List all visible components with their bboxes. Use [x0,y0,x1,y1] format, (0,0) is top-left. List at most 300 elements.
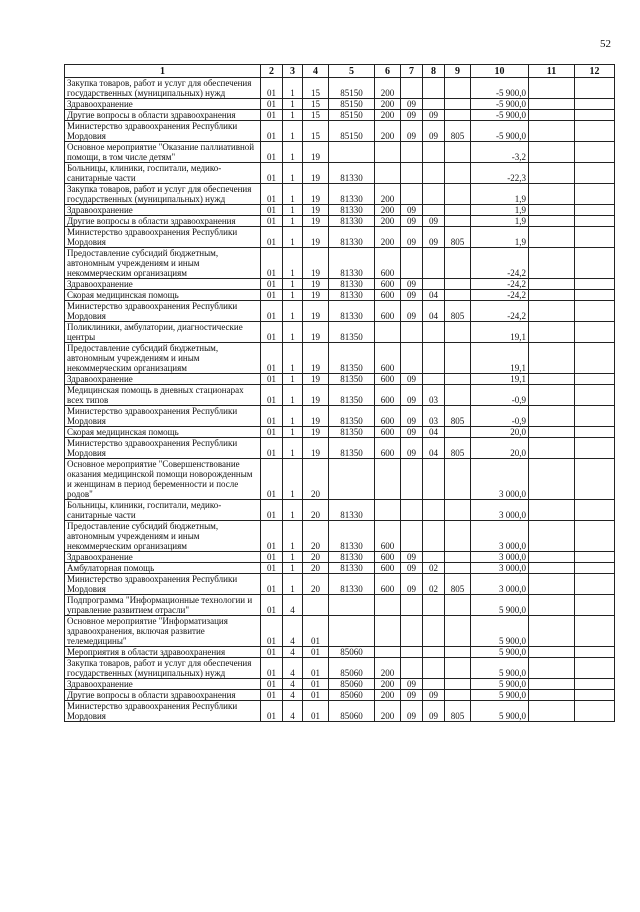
table-cell: 01 [261,679,283,690]
table-cell: 1 [283,459,303,500]
table-cell [445,459,471,500]
table-cell [445,343,471,374]
table-cell [423,658,445,679]
table-cell [445,142,471,163]
table-cell: 01 [261,552,283,563]
table-cell [423,78,445,99]
table-cell: 3 000,0 [471,552,529,563]
table-cell: 1 [283,279,303,290]
table-cell: 19 [303,163,329,184]
table-cell [445,521,471,552]
table-cell: 01 [261,385,283,406]
table-cell [445,205,471,216]
table-cell [529,574,575,595]
table-cell: 01 [261,595,283,616]
table-cell: 1 [283,227,303,248]
table-cell: 01 [261,574,283,595]
row-name-cell: Подпрограмма "Информационные технологии и управление развитием отрасли" [65,595,261,616]
table-cell [575,552,615,563]
table-cell [529,374,575,385]
table-cell [375,595,401,616]
table-cell: 09 [423,121,445,142]
table-cell: 19,1 [471,322,529,343]
table-row [65,343,615,374]
table-cell: 01 [261,184,283,205]
table-cell: 1,9 [471,184,529,205]
table-cell: 01 [303,679,329,690]
table-cell: 09 [423,110,445,121]
table-cell [529,227,575,248]
row-name-cell: Другие вопросы в области здравоохранения [65,216,261,227]
table-cell: 5 900,0 [471,701,529,722]
table-cell: 19,1 [471,343,529,374]
table-cell [401,595,423,616]
table-cell [529,279,575,290]
table-cell: 200 [375,658,401,679]
table-cell [423,374,445,385]
table-cell [575,290,615,301]
table-cell: -3,2 [471,142,529,163]
table-cell [529,142,575,163]
table-row [65,322,615,343]
table-cell: 200 [375,679,401,690]
table-cell: 200 [375,110,401,121]
table-cell: 85060 [329,690,375,701]
table-row [65,563,615,574]
table-row [65,301,615,322]
table-cell [575,248,615,279]
table-cell: 3 000,0 [471,574,529,595]
table-cell: 81330 [329,500,375,521]
table-cell [423,647,445,658]
table-cell: 81350 [329,343,375,374]
table-cell: 09 [423,227,445,248]
table-cell: 805 [445,574,471,595]
table-cell [575,99,615,110]
table-cell: 04 [423,301,445,322]
table-cell [575,647,615,658]
table-cell [529,385,575,406]
table-cell: 81330 [329,521,375,552]
table-cell: 81330 [329,248,375,279]
table-cell [423,521,445,552]
table-cell: 19 [303,205,329,216]
table-cell [423,459,445,500]
table-cell [445,279,471,290]
column-header: 3 [283,65,303,78]
table-cell: 03 [423,385,445,406]
row-name-cell: Предоставление субсидий бюджетным, автономным учреждениям и иным некоммерческим организациям [65,343,261,374]
table-cell: 3 000,0 [471,459,529,500]
table-cell: 19 [303,406,329,427]
table-cell: 4 [283,658,303,679]
table-cell: 1,9 [471,216,529,227]
table-row [65,459,615,500]
table-cell: 1 [283,216,303,227]
table-cell: 85150 [329,99,375,110]
table-cell [529,438,575,459]
table-cell [329,595,375,616]
table-cell: -5 900,0 [471,110,529,121]
table-cell [375,322,401,343]
table-row [65,427,615,438]
table-cell [445,679,471,690]
table-cell [445,110,471,121]
row-name-cell: Министерство здравоохранения Республики Мордовия [65,301,261,322]
table-cell: 81330 [329,279,375,290]
table-cell [329,616,375,647]
table-cell [529,110,575,121]
table-cell [575,521,615,552]
table-cell: -24,2 [471,248,529,279]
table-cell [575,690,615,701]
table-cell: 09 [401,110,423,121]
table-cell: 5 900,0 [471,658,529,679]
table-cell: 19 [303,216,329,227]
table-cell: 81330 [329,205,375,216]
row-name-cell: Здравоохранение [65,279,261,290]
table-cell [575,500,615,521]
table-cell: 81350 [329,406,375,427]
table-cell [529,163,575,184]
table-cell: 15 [303,78,329,99]
table-cell: 09 [401,216,423,227]
table-cell [575,427,615,438]
table-cell: 09 [401,679,423,690]
table-row [65,385,615,406]
table-cell: 5 900,0 [471,616,529,647]
table-cell: 19 [303,427,329,438]
table-row [65,142,615,163]
table-cell: 20 [303,574,329,595]
table-cell: 09 [401,406,423,427]
table-cell [445,248,471,279]
column-header: 5 [329,65,375,78]
table-cell [529,99,575,110]
column-header: 12 [575,65,615,78]
table-cell: 1 [283,500,303,521]
table-cell: 600 [375,374,401,385]
table-cell: 09 [423,690,445,701]
row-name-cell: Закупка товаров, работ и услуг для обеспечения государственных (муниципальных) нужд [65,184,261,205]
table-cell: 01 [261,279,283,290]
table-cell: 1 [283,406,303,427]
table-cell [529,301,575,322]
table-cell [445,78,471,99]
table-cell: 01 [261,99,283,110]
table-cell: 200 [375,121,401,142]
table-cell: 01 [261,343,283,374]
table-cell: 01 [261,322,283,343]
table-cell: 1,9 [471,205,529,216]
row-name-cell: Министерство здравоохранения Республики Мордовия [65,574,261,595]
row-name-cell: Основное мероприятие "Совершенствование оказания медицинской помощи новорожденным и женщинам в период беременности и после родов" [65,459,261,500]
table-cell [529,647,575,658]
row-name-cell: Предоставление субсидий бюджетным, автономным учреждениям и иным некоммерческим организациям [65,248,261,279]
table-cell: 01 [261,701,283,722]
table-cell: 81330 [329,552,375,563]
table-cell: 81330 [329,574,375,595]
table-cell [445,647,471,658]
column-header: 11 [529,65,575,78]
table-cell [529,616,575,647]
table-row [65,205,615,216]
table-cell: 600 [375,521,401,552]
table-cell: 3 000,0 [471,500,529,521]
table-cell [575,459,615,500]
table-cell: 81350 [329,427,375,438]
row-name-cell: Другие вопросы в области здравоохранения [65,690,261,701]
table-cell: 01 [261,163,283,184]
table-cell: 19 [303,290,329,301]
table-cell [529,290,575,301]
table-cell [529,406,575,427]
table-cell: 1 [283,385,303,406]
table-cell: 15 [303,121,329,142]
table-cell: 09 [401,574,423,595]
table-cell: 4 [283,679,303,690]
row-name-cell: Основное мероприятие "Оказание паллиативной помощи, в том числе детям" [65,142,261,163]
table-row [65,374,615,385]
table-cell: 09 [423,216,445,227]
table-cell [529,78,575,99]
table-cell: 09 [401,301,423,322]
column-header: 2 [261,65,283,78]
table-cell [529,679,575,690]
table-cell: 01 [261,248,283,279]
table-cell [575,110,615,121]
table-cell: 01 [261,658,283,679]
row-name-cell: Здравоохранение [65,205,261,216]
table-cell [529,343,575,374]
table-cell: 09 [401,701,423,722]
table-cell: 09 [401,438,423,459]
table-cell: 19 [303,322,329,343]
table-cell: 81330 [329,216,375,227]
table-cell [529,595,575,616]
table-row [65,701,615,722]
row-name-cell: Другие вопросы в области здравоохранения [65,110,261,121]
table-cell: 09 [401,205,423,216]
table-cell: 1 [283,110,303,121]
table-row [65,290,615,301]
table-row [65,78,615,99]
table-cell [375,459,401,500]
table-cell: -0,9 [471,385,529,406]
table-cell: 600 [375,574,401,595]
table-cell: 85060 [329,658,375,679]
table-cell: 1 [283,322,303,343]
table-cell: 09 [401,385,423,406]
table-cell [445,385,471,406]
table-cell [529,563,575,574]
table-cell [575,616,615,647]
row-name-cell: Министерство здравоохранения Республики Мордовия [65,121,261,142]
table-row [65,279,615,290]
table-cell [329,142,375,163]
table-cell [401,616,423,647]
table-cell: 1 [283,343,303,374]
table-cell [575,227,615,248]
table-cell: 19 [303,227,329,248]
table-cell: 01 [261,406,283,427]
table-cell [423,205,445,216]
table-cell [529,552,575,563]
table-cell: 19 [303,438,329,459]
table-cell [401,459,423,500]
table-cell: 5 900,0 [471,679,529,690]
table-cell [401,343,423,374]
table-row [65,595,615,616]
column-header: 1 [65,65,261,78]
table-cell: -22,3 [471,163,529,184]
table-cell [575,184,615,205]
table-cell [445,322,471,343]
table-cell: 09 [401,290,423,301]
table-cell: 81350 [329,438,375,459]
table-cell: 600 [375,301,401,322]
table-cell: 1 [283,184,303,205]
table-cell [445,290,471,301]
table-cell: 81330 [329,184,375,205]
table-cell: 01 [261,374,283,385]
table-cell: 5 900,0 [471,647,529,658]
table-cell [445,427,471,438]
table-cell: 4 [283,595,303,616]
table-cell: 81330 [329,163,375,184]
table-row [65,500,615,521]
table-cell: 01 [261,690,283,701]
table-cell [529,690,575,701]
column-header: 8 [423,65,445,78]
table-row [65,406,615,427]
table-cell: 01 [261,216,283,227]
table-cell: 20 [303,552,329,563]
table-cell: 4 [283,690,303,701]
row-name-cell: Основное мероприятие "Информатизация здравоохранения, включая развитие телемедицины" [65,616,261,647]
table-header-row [65,65,615,78]
table-row [65,574,615,595]
table-cell: 01 [261,290,283,301]
table-cell: 600 [375,248,401,279]
table-cell: 19,1 [471,374,529,385]
table-cell [575,406,615,427]
table-cell [401,500,423,521]
table-cell [375,500,401,521]
row-name-cell: Скорая медицинская помощь [65,290,261,301]
table-row [65,438,615,459]
table-cell: 19 [303,343,329,374]
table-cell: 81350 [329,374,375,385]
table-cell: 04 [423,290,445,301]
table-cell: 02 [423,574,445,595]
table-cell [423,679,445,690]
table-cell [575,205,615,216]
table-cell: 1 [283,563,303,574]
column-header: 9 [445,65,471,78]
table-cell: 20 [303,521,329,552]
table-cell [529,658,575,679]
table-cell: 01 [261,78,283,99]
table-cell: 1 [283,142,303,163]
table-cell: 81350 [329,385,375,406]
column-header: 10 [471,65,529,78]
row-name-cell: Скорая медицинская помощь [65,427,261,438]
row-name-cell: Здравоохранение [65,679,261,690]
table-cell [445,163,471,184]
table-row [65,110,615,121]
table-cell [423,322,445,343]
table-cell: 09 [401,690,423,701]
table-cell [423,343,445,374]
table-cell [445,552,471,563]
table-cell [529,205,575,216]
table-cell [401,658,423,679]
table-cell: 600 [375,343,401,374]
table-cell: 1 [283,521,303,552]
table-cell: 4 [283,616,303,647]
table-cell [445,658,471,679]
table-cell: 81330 [329,563,375,574]
table-cell: 1 [283,438,303,459]
table-cell [529,248,575,279]
table-row [65,227,615,248]
table-cell: 1 [283,205,303,216]
table-cell [375,616,401,647]
table-cell [445,374,471,385]
table-cell [423,616,445,647]
table-cell: 1 [283,290,303,301]
table-cell: 805 [445,438,471,459]
table-cell: 01 [261,563,283,574]
table-cell: 04 [423,438,445,459]
table-cell: 04 [423,427,445,438]
table-cell: 4 [283,701,303,722]
table-cell [575,701,615,722]
table-cell: 600 [375,290,401,301]
table-cell [303,595,329,616]
row-name-cell: Здравоохранение [65,374,261,385]
table-cell [401,142,423,163]
table-cell [575,374,615,385]
table-cell: 1 [283,121,303,142]
table-cell: -5 900,0 [471,99,529,110]
table-cell: 09 [401,121,423,142]
table-cell [423,248,445,279]
table-cell: 20 [303,563,329,574]
table-cell: 200 [375,184,401,205]
table-cell: 19 [303,374,329,385]
table-row [65,216,615,227]
table-cell [401,78,423,99]
table-cell [575,322,615,343]
table-cell: 09 [423,701,445,722]
table-cell [575,595,615,616]
table-cell: -5 900,0 [471,78,529,99]
table-row [65,121,615,142]
table-cell: 200 [375,690,401,701]
table-cell [445,563,471,574]
table-row [65,616,615,647]
table-cell: 200 [375,216,401,227]
table-cell: 19 [303,142,329,163]
table-cell: 01 [303,658,329,679]
table-row [65,184,615,205]
table-cell [401,521,423,552]
row-name-cell: Здравоохранение [65,552,261,563]
table-cell [401,163,423,184]
table-cell: 09 [401,374,423,385]
